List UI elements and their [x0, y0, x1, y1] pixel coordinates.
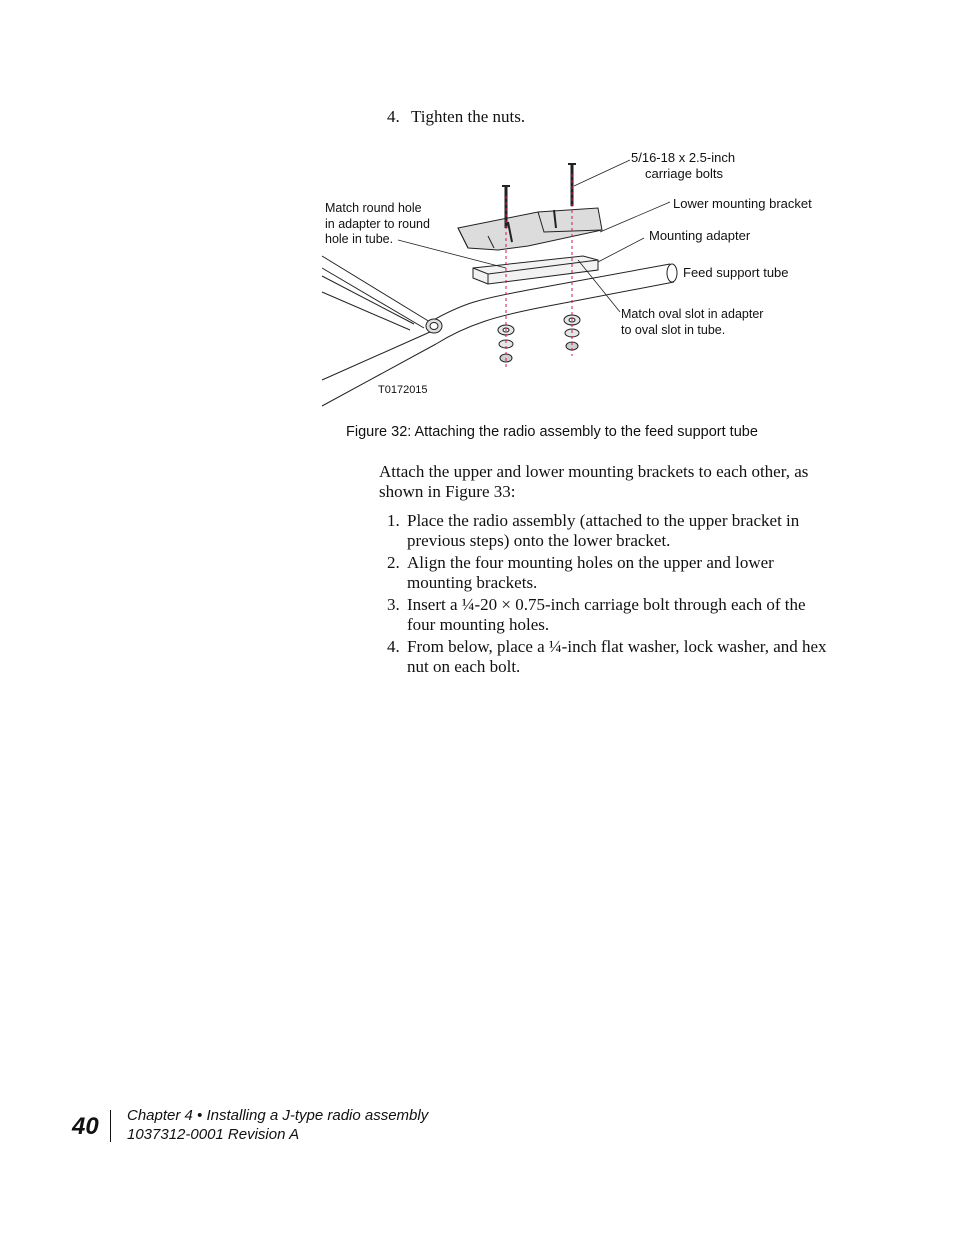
callout-feed-support-tube: Feed support tube	[683, 265, 789, 280]
list-item	[379, 595, 829, 635]
figure-caption: Figure 32: Attaching the radio assembly to the feed support tube	[346, 424, 758, 440]
step-text: Place the radio assembly (attached to the upper bracket in previous steps) onto the lower bracket.	[407, 511, 800, 550]
step-number: 3.	[387, 595, 400, 614]
callout-oval-slot-line2: to oval slot in tube.	[621, 322, 726, 337]
callout-carriage-bolts-line1: 5/16-18 x 2.5-inch	[631, 150, 736, 165]
callout-round-hole-line2: in adapter to round	[325, 216, 430, 231]
callout-oval-slot	[621, 307, 763, 338]
top-step-text: Tighten the nuts.	[410, 107, 526, 126]
callout-carriage-bolts-line2: carriage bolts	[645, 165, 724, 181]
step-text: From below, place a ¼-inch flat washer, lock washer, and hex nut on each bolt.	[407, 637, 827, 676]
list-item	[379, 511, 829, 551]
body-paragraph: Attach the upper and lower mounting brackets to each other, as shown in Figure 33:	[379, 462, 809, 501]
assembly-illustration	[318, 150, 838, 412]
step-number: 4.	[387, 637, 400, 656]
top-step-number: 4.	[387, 107, 400, 126]
callout-round-hole-line1: Match round hole	[325, 201, 422, 215]
callout-mounting-adapter: Mounting adapter	[649, 228, 751, 243]
step-text: Align the four mounting holes on the upper and lower mounting brackets.	[407, 553, 774, 592]
footer-doc-id: 1037312-0001 Revision A	[127, 1126, 300, 1143]
callout-lower-mounting-bracket: Lower mounting bracket	[673, 196, 812, 211]
callout-round-hole	[325, 201, 430, 248]
list-item	[379, 553, 829, 593]
callout-round-hole-line3: hole in tube.	[325, 232, 394, 246]
page-number: 40	[72, 1113, 99, 1140]
footer-chapter: Chapter 4 • Installing a J-type radio assembly	[127, 1107, 429, 1124]
callout-carriage-bolts	[631, 150, 735, 181]
step-text: Insert a ¼-20 × 0.75-inch carriage bolt through each of the four mounting holes.	[407, 595, 806, 634]
step-number: 1.	[387, 511, 400, 530]
figure-id: T0172015	[378, 384, 428, 396]
list-item	[379, 637, 829, 677]
footer-text	[127, 1106, 428, 1144]
footer-divider	[110, 1110, 111, 1142]
top-step	[387, 107, 525, 127]
step-number: 2.	[387, 553, 400, 572]
callout-oval-slot-line1: Match oval slot in adapter	[621, 307, 764, 321]
steps-list	[379, 511, 829, 679]
